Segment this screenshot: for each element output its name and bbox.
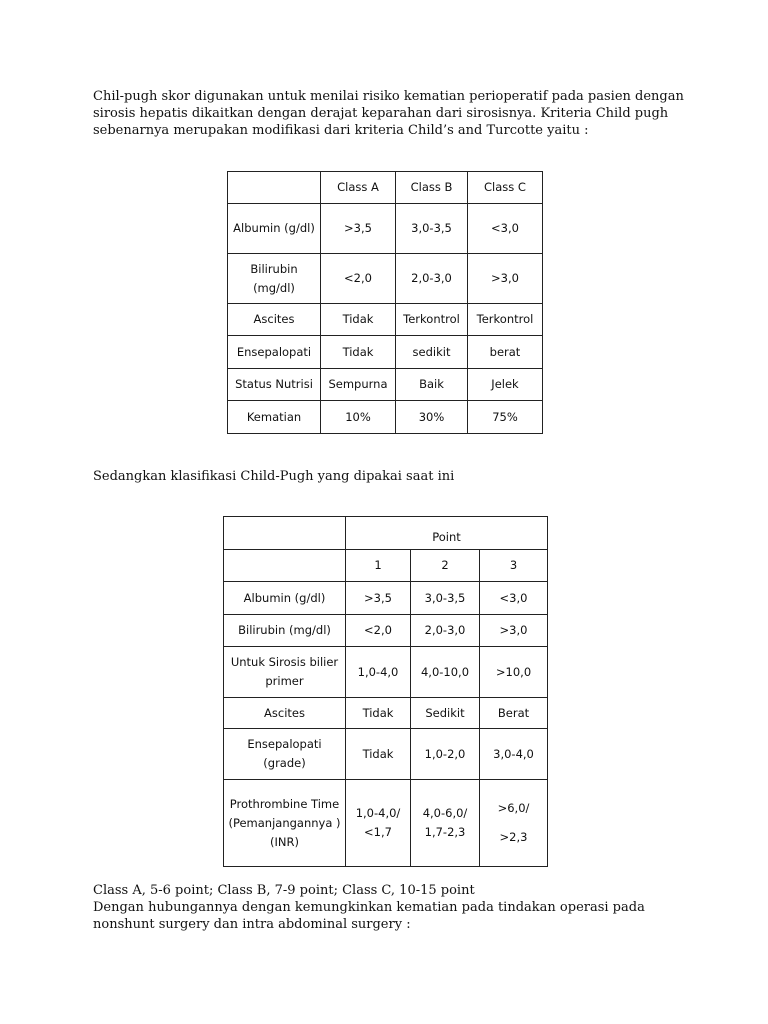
cell-class-a: <2,0 (321, 254, 396, 304)
cell-point-1: Tidak (346, 698, 411, 729)
table-row (224, 647, 548, 698)
cell-class-a: >3,5 (321, 204, 396, 254)
row-label: Ascites (224, 698, 346, 729)
cell-point-3-bottom: >2,3 (499, 830, 528, 844)
cell-point-3: >3,0 (480, 615, 548, 647)
cell-point-3: <3,0 (480, 582, 548, 615)
table-row (228, 336, 543, 369)
table-row (228, 401, 543, 434)
cell-class-a: Sempurna (321, 369, 396, 401)
cell-point-1: 1,0-4,0 (346, 647, 411, 698)
cell-class-c: <3,0 (468, 204, 543, 254)
table-header-row (228, 172, 543, 204)
column-header-point-3: 3 (480, 550, 548, 582)
cell-point-2: 3,0-3,5 (411, 582, 480, 615)
table-corner-cell (224, 517, 346, 550)
row-label: Untuk Sirosis bilier primer (224, 647, 346, 698)
row-label: Ascites (228, 304, 321, 336)
cell-class-b: 30% (396, 401, 468, 434)
cell-point-1: 1,0-4,0/ <1,7 (346, 780, 411, 867)
column-header-class-b: Class B (396, 172, 468, 204)
cell-class-a: 10% (321, 401, 396, 434)
table-row (224, 780, 548, 867)
row-label: Bilirubin (mg/dl) (228, 254, 321, 304)
cell-point-3: >10,0 (480, 647, 548, 698)
cell-point-3 (480, 780, 548, 867)
table-row (228, 254, 543, 304)
table-row (228, 369, 543, 401)
column-header-class-c: Class C (468, 172, 543, 204)
cell-point-2: 4,0-10,0 (411, 647, 480, 698)
cell-class-a: Tidak (321, 304, 396, 336)
column-header-point-1: 1 (346, 550, 411, 582)
cell-point-2: Sedikit (411, 698, 480, 729)
table-row (228, 304, 543, 336)
middle-paragraph: Sedangkan klasifikasi Child-Pugh yang dipakai saat ini (93, 469, 455, 484)
table-row (224, 698, 548, 729)
cell-point-3: 3,0-4,0 (480, 729, 548, 780)
intro-paragraph: Chil-pugh skor digunakan untuk menilai risiko kematian perioperatif pada pasien dengan sirosis hepatis dikaitkan dengan derajat keparahan dari sirosisnya. Kriteria Child pugh sebenarnya merupakan modifikasi dari kriteria Child’s and Turcotte yaitu : (93, 89, 684, 138)
row-label: Ensepalopati (grade) (224, 729, 346, 780)
cell-class-b: sedikit (396, 336, 468, 369)
child-turcotte-table (227, 171, 543, 434)
cell-point-2: 1,0-2,0 (411, 729, 480, 780)
cell-point-3-top: >6,0/ (497, 801, 530, 815)
table-header-row (224, 517, 548, 550)
cell-class-c: berat (468, 336, 543, 369)
column-header-class-a: Class A (321, 172, 396, 204)
cell-class-c: >3,0 (468, 254, 543, 304)
table-row (224, 582, 548, 615)
table-row (224, 615, 548, 647)
table-header-row (224, 550, 548, 582)
cell-class-b: 2,0-3,0 (396, 254, 468, 304)
cell-point-1: Tidak (346, 729, 411, 780)
point-header: Point (346, 517, 548, 550)
table-row (228, 204, 543, 254)
cell-point-1: <2,0 (346, 615, 411, 647)
cell-class-b: Terkontrol (396, 304, 468, 336)
row-label: Albumin (g/dl) (224, 582, 346, 615)
row-label: Kematian (228, 401, 321, 434)
cell-point-2: 4,0-6,0/ 1,7-2,3 (411, 780, 480, 867)
cell-class-a: Tidak (321, 336, 396, 369)
table-row (224, 729, 548, 780)
row-label: Status Nutrisi (228, 369, 321, 401)
row-label: Prothrombine Time (Pemanjangannya ) (INR) (224, 780, 346, 867)
cell-point-1: >3,5 (346, 582, 411, 615)
table-corner-cell (224, 550, 346, 582)
cell-class-c: 75% (468, 401, 543, 434)
cell-class-b: Baik (396, 369, 468, 401)
classes-line: Class A, 5-6 point; Class B, 7-9 point; Class C, 10-15 point (93, 883, 475, 898)
table-corner-cell (228, 172, 321, 204)
cell-class-c: Terkontrol (468, 304, 543, 336)
cell-point-3: Berat (480, 698, 548, 729)
column-header-point-2: 2 (411, 550, 480, 582)
cell-point-2: 2,0-3,0 (411, 615, 480, 647)
cell-class-c: Jelek (468, 369, 543, 401)
row-label: Ensepalopati (228, 336, 321, 369)
closing-paragraph: Dengan hubungannya dengan kemungkinkan kematian pada tindakan operasi pada nonshunt surgery dan intra abdominal surgery : (93, 900, 645, 932)
child-pugh-table (223, 516, 548, 867)
cell-class-b: 3,0-3,5 (396, 204, 468, 254)
row-label: Bilirubin (mg/dl) (224, 615, 346, 647)
row-label: Albumin (g/dl) (228, 204, 321, 254)
